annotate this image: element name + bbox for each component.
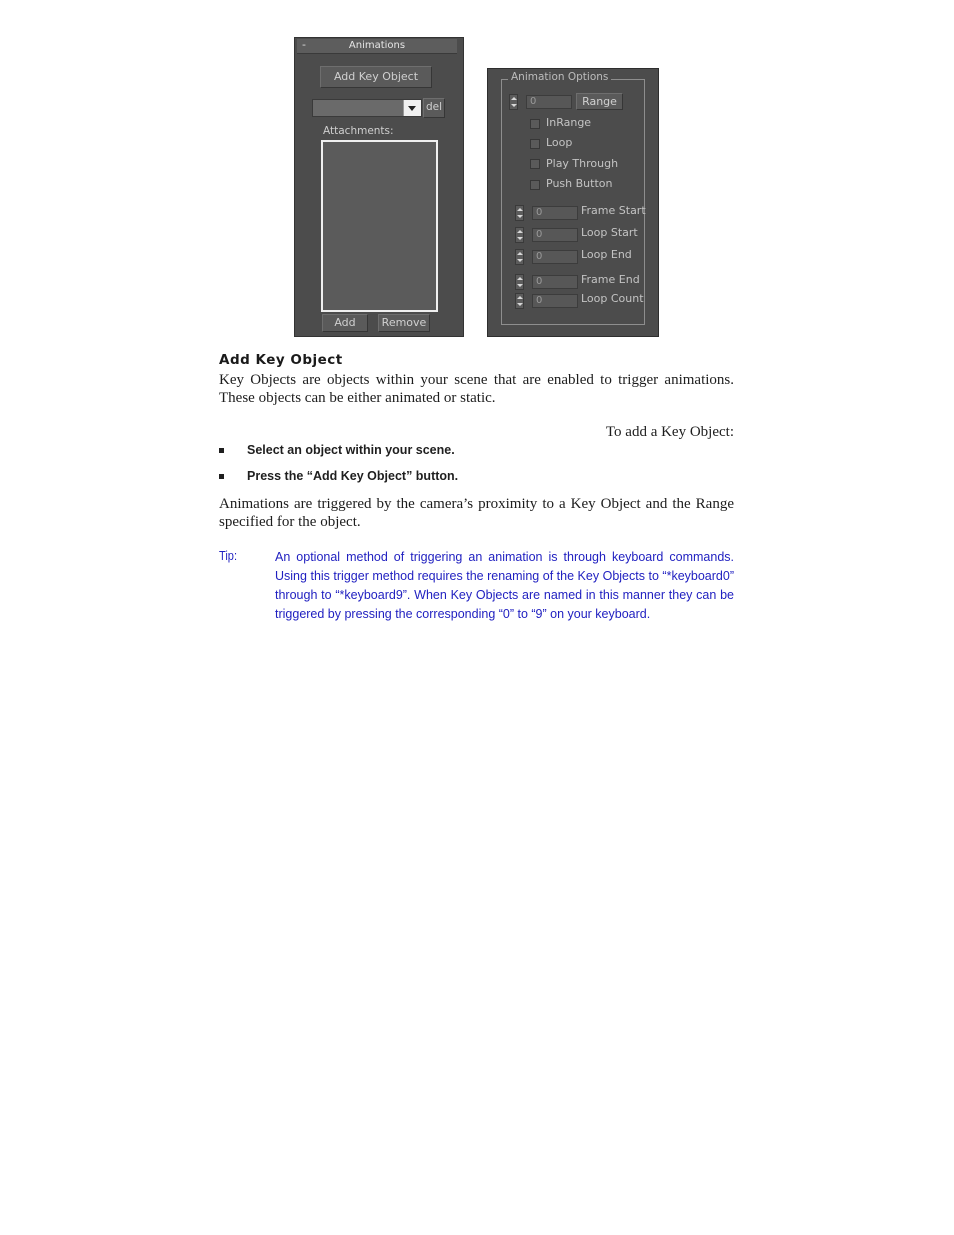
bullet-icon [219,474,224,479]
add-button[interactable]: Add [322,314,368,332]
frame-start-label: Frame Start [581,204,646,217]
add-key-object-button[interactable]: Add Key Object [320,66,432,88]
loop-end-label: Loop End [581,248,632,261]
key-object-dropdown[interactable] [312,99,422,117]
loop-label: Loop [546,136,573,149]
inrange-checkbox[interactable] [530,119,540,129]
animation-options-panel [487,68,659,337]
loop-count-field[interactable]: 0 [532,294,578,308]
push-button-checkbox[interactable] [530,180,540,190]
range-button[interactable]: Range [576,93,623,110]
collapse-toggle-icon[interactable]: - [302,38,306,51]
range-value-field[interactable]: 0 [526,95,572,109]
frame-end-label: Frame End [581,273,640,286]
range-spinner-icon[interactable] [509,94,518,110]
chevron-down-icon[interactable] [403,100,421,116]
loop-checkbox[interactable] [530,139,540,149]
frame-start-spinner-icon[interactable] [515,205,524,221]
intro-paragraph: Key Objects are objects within your scene that are enabled to trigger animations. These objects can be either animated or static. [219,372,734,406]
loop-start-spinner-icon[interactable] [515,227,524,243]
tip-text: An optional method of triggering an animation is through keyboard commands. Using this trigger method requires the renaming of the Key Objects to “*keyboard0” through to “*keyboard9”. When Key Objects are named in this manner they can be triggered by pressing the corresponding “0” to “9” on your keyboard. [275,550,734,621]
frame-end-field[interactable]: 0 [532,275,578,289]
steps-intro: To add a Key Object: [605,424,734,440]
tip-label: Tip: [219,548,238,563]
play-through-label: Play Through [546,157,619,170]
rollout-header[interactable] [297,39,457,54]
section-heading: Add Key Object [219,352,343,368]
del-button[interactable]: del [423,98,445,118]
loop-start-field[interactable]: 0 [532,228,578,242]
loop-end-field[interactable]: 0 [532,250,578,264]
list-item-text: Select an object within your scene. [247,443,455,457]
frame-start-field[interactable]: 0 [532,206,578,220]
remove-button[interactable]: Remove [378,314,430,332]
list-item-text: Press the “Add Key Object” button. [247,469,459,483]
trigger-paragraph: Animations are triggered by the camera’s proximity to a Key Object and the Range specified for the object. [219,496,734,530]
frame-end-spinner-icon[interactable] [515,274,524,290]
bullet-icon [219,448,224,453]
loop-count-label: Loop Count [581,292,644,305]
animations-rollout [294,37,464,337]
loop-count-spinner-icon[interactable] [515,293,524,309]
attachments-label: Attachments: [323,125,394,137]
rollout-title: Animations [348,40,406,51]
push-button-label: Push Button [546,177,613,190]
attachments-list[interactable] [321,140,438,312]
loop-end-spinner-icon[interactable] [515,249,524,265]
play-through-checkbox[interactable] [530,159,540,169]
inrange-label: InRange [546,116,592,129]
group-title: Animation Options [508,71,611,83]
loop-start-label: Loop Start [581,226,638,239]
